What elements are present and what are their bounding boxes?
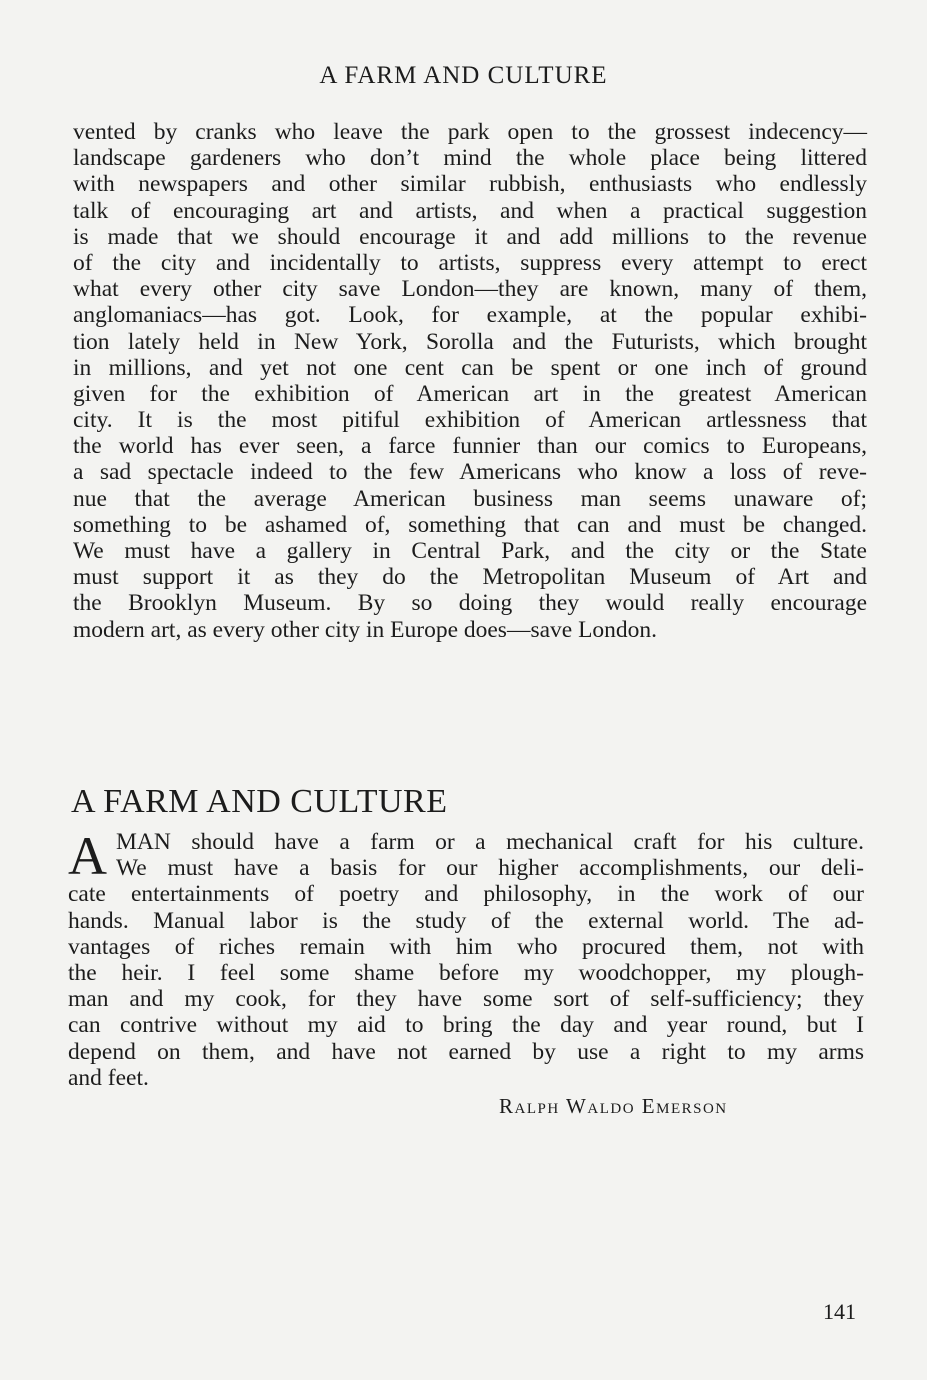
text-line: depend on them, and have not earned by use a right to my arms (68, 1038, 864, 1065)
text-line: is made that we should encourage it and add millions to the revenue (73, 223, 867, 250)
text-line: something to be ashamed of, something that can and must be changed. (73, 511, 867, 538)
text-line: nue that the average American business man seems unaware of; (73, 485, 867, 512)
text-line: and feet. (68, 1064, 149, 1091)
text-line: We must have a basis for our higher accomplishments, our deli- (116, 855, 864, 882)
text-line: the Brooklyn Museum. By so doing they would really encourage (73, 590, 867, 617)
author-attribution: Ralph Waldo Emerson (499, 1094, 728, 1118)
text-line: the heir. I feel some shame before my woodchopper, my plough- (68, 959, 864, 986)
text-line: a sad spectacle indeed to the few Americans who know a loss of reve- (73, 459, 867, 486)
text-line: cate entertainments of poetry and philosophy, in the work of our (68, 881, 864, 908)
text-line: what every other city save London—they are known, many of them, (73, 276, 867, 303)
text-line: MAN should have a farm or a mechanical craft for his culture. (116, 829, 864, 855)
text-line: the world has ever seen, a farce funnier than our comics to Europeans, (73, 433, 867, 460)
running-head: A FARM AND CULTURE (319, 62, 608, 89)
drop-cap: A (68, 826, 107, 886)
text-line: given for the exhibition of American art in the greatest American (73, 380, 867, 407)
text-line: of the city and incidentally to artists, suppress every attempt to erect (73, 249, 867, 276)
page-number: 141 (823, 1299, 856, 1324)
text-line: anglomaniacs—has got. Look, for example, at the popular exhibi- (73, 302, 867, 329)
text-line: We must have a gallery in Central Park, and the city or the State (73, 538, 867, 564)
text-line: talk of encouraging art and artists, and when a practical suggestion (73, 197, 867, 224)
text-line: with newspapers and other similar rubbish, enthusiasts who endlessly (73, 171, 867, 198)
text-line: in millions, and yet not one cent can be spent or one inch of ground (73, 354, 867, 381)
section-title: A FARM AND CULTURE (71, 783, 448, 820)
text-line: city. It is the most pitiful exhibition of American artlessness that (73, 407, 867, 434)
text-line: vented by cranks who leave the park open to the grossest indecency— (73, 119, 867, 145)
text-line: landscape gardeners who don’t mind the whole place being littered (73, 145, 867, 172)
text-line: modern art, as every other city in Europe does—save London. (73, 616, 658, 643)
text-line: can contrive without my aid to bring the day and year round, but I (68, 1012, 864, 1039)
text-line: hands. Manual labor is the study of the external world. The ad- (68, 907, 864, 934)
essay-continuation (73, 119, 867, 643)
text-line: man and my cook, for they have some sort of self-sufficiency; they (68, 986, 864, 1013)
essay-body (68, 826, 864, 1091)
text-line: vantages of riches remain with him who procured them, not with (68, 933, 864, 960)
text-line: must support it as they do the Metropolitan Museum of Art and (73, 564, 867, 591)
text-line: tion lately held in New York, Sorolla and the Futurists, which brought (73, 328, 867, 355)
